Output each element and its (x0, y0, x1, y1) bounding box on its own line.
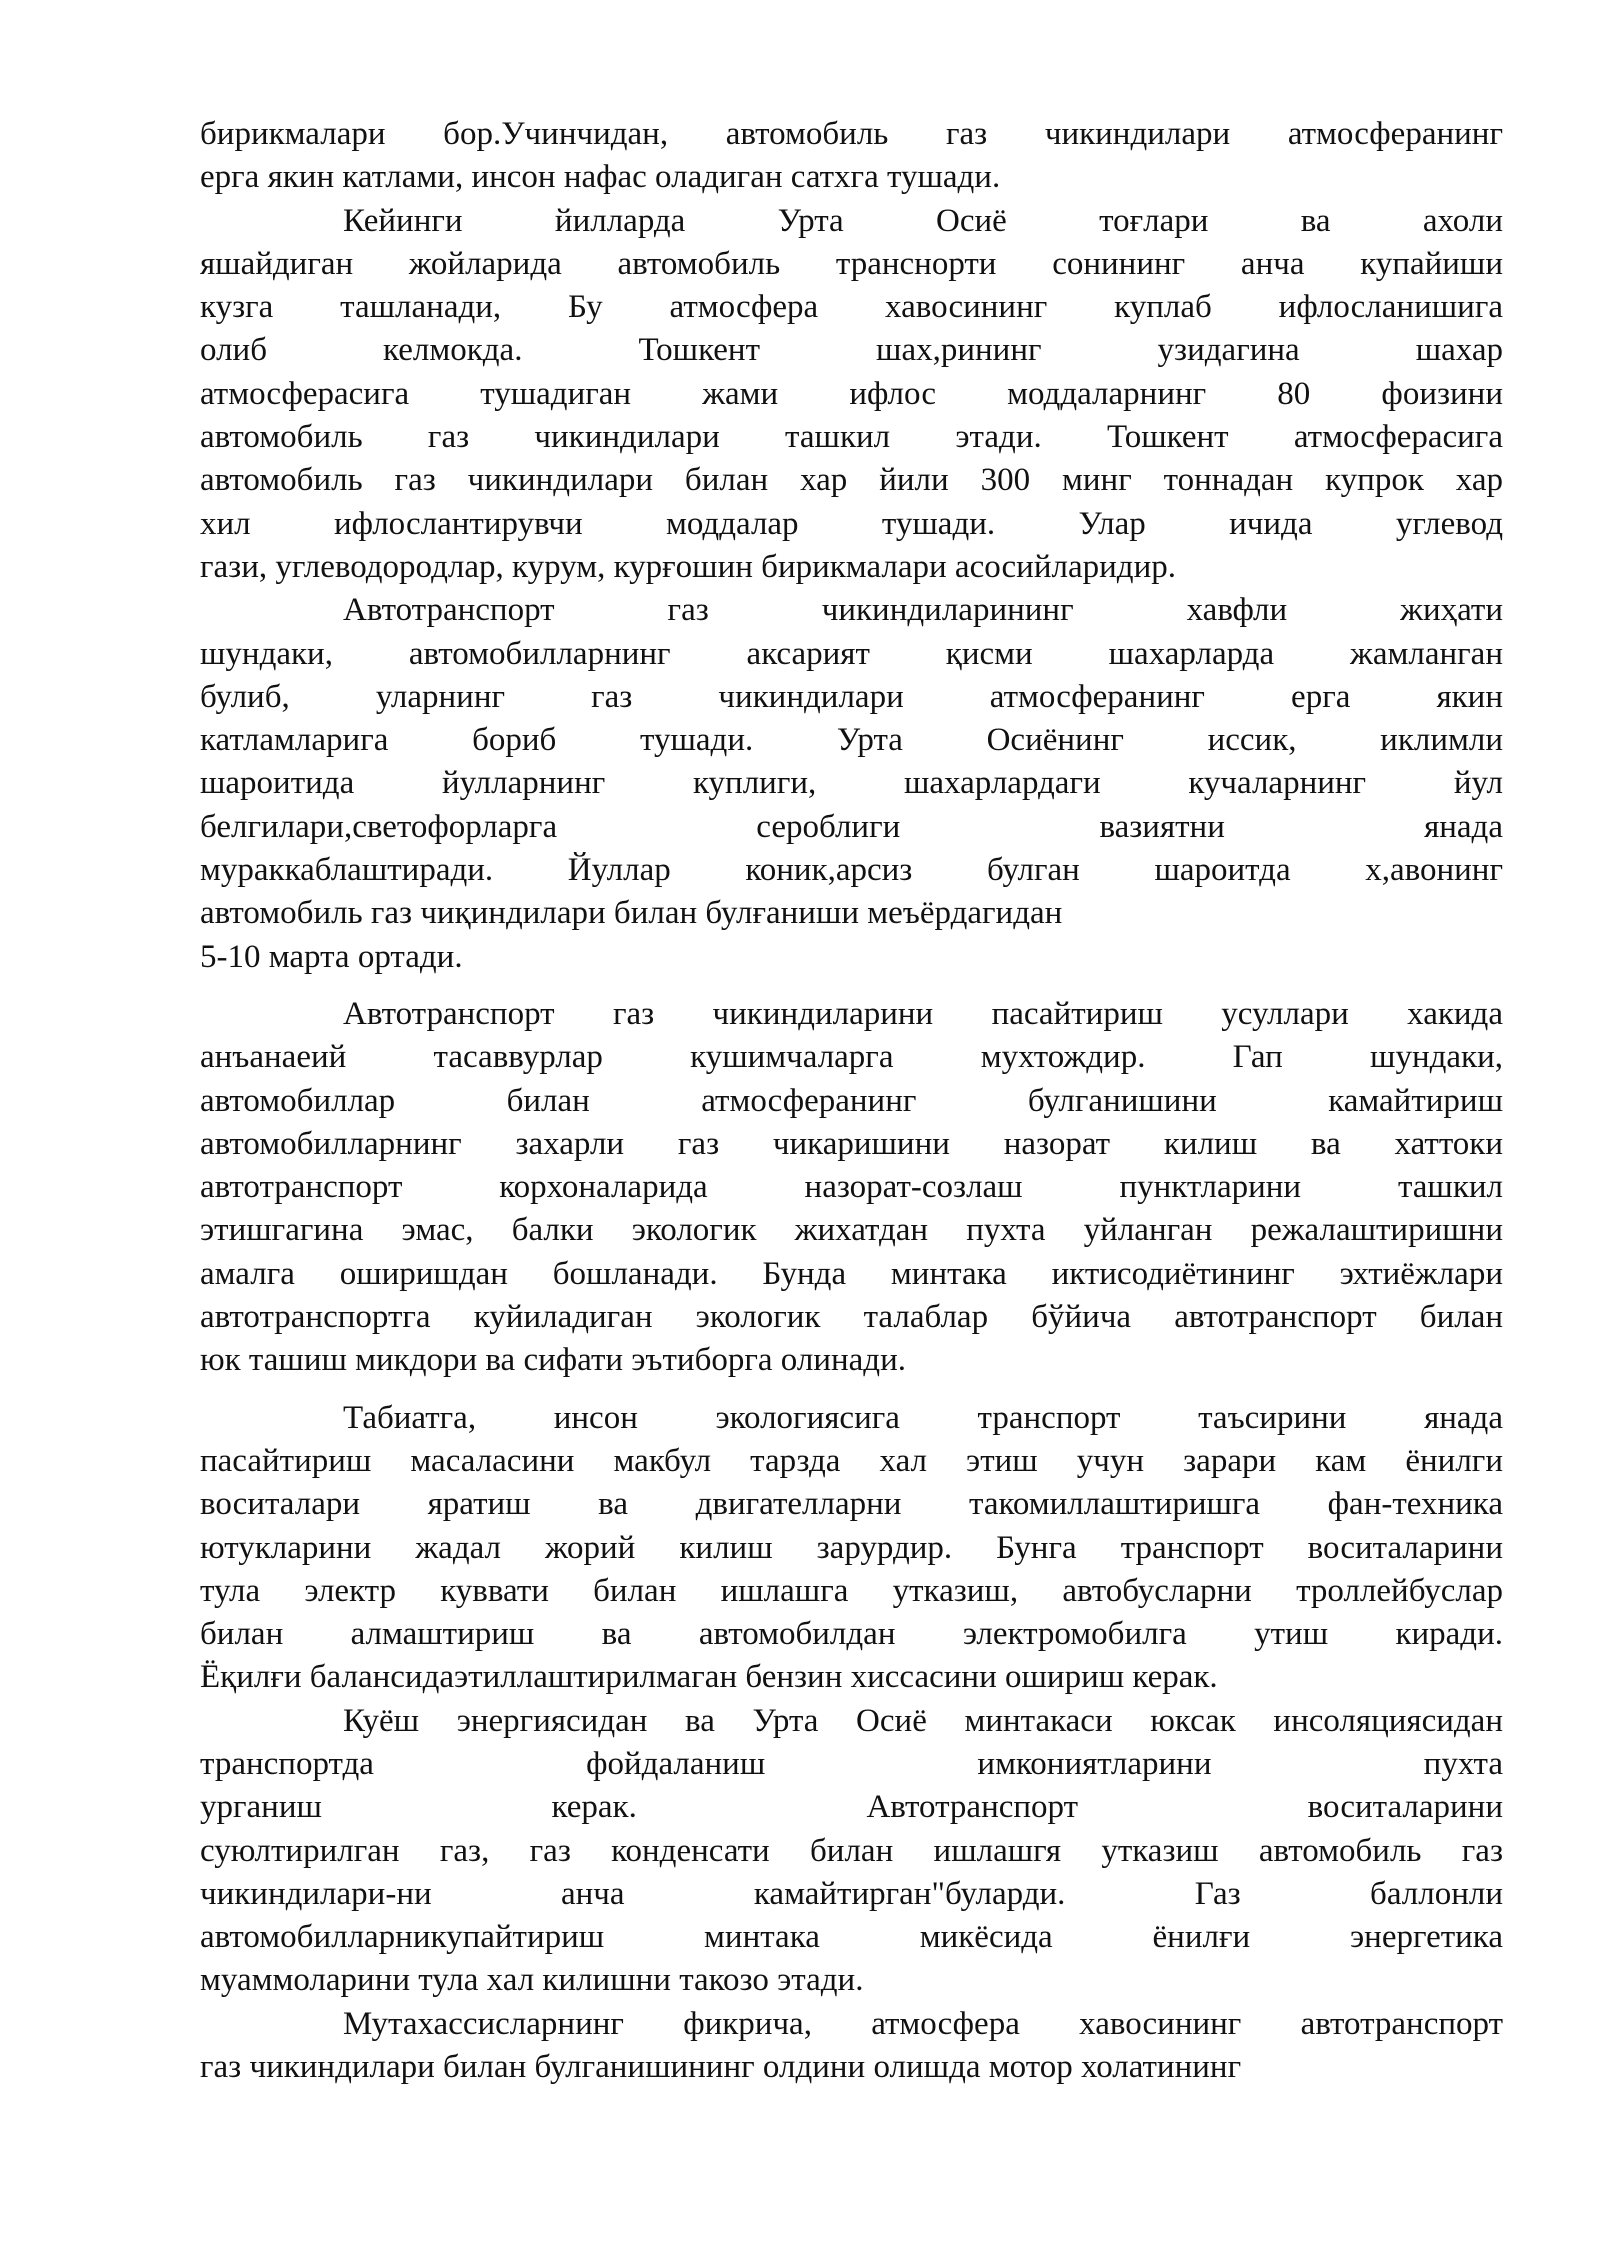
text-line: ютукларини жадал жорий килиш зарурдир. Бунга транспорт воситаларини (200, 1529, 1503, 1566)
text-line: булиб, уларнинг газ чикиндилари атмосферанинг ерга якин (200, 678, 1503, 715)
text-line: автомобилларнинг захарли газ чикаришини назорат килиш ва хаттоки (200, 1125, 1503, 1162)
text-line: суюлтирилган газ, газ конденсати билан ишлашгя утказиш автомобиль газ (200, 1832, 1503, 1869)
text-line: хил ифлослантирувчи моддалар тушади. Улар ичида углевод (200, 505, 1503, 542)
text-line: 5-10 марта ортади. (200, 938, 463, 975)
text-line: яшайдиган жойларида автомобиль транснорти сонининг анча купайиши (200, 245, 1503, 282)
text-line: воситалари яратиш ва двигателларни такомиллаштиришга фан-техника (200, 1486, 1503, 1523)
paragraph-p1 (200, 113, 1503, 200)
text-line: автомобиллар билан атмосферанинг булганишини камайтириш (200, 1082, 1503, 1119)
text-line: чикиндилари-ни анча камайтирган"буларди. Газ баллонли (200, 1875, 1503, 1912)
paragraph-p5 (200, 1397, 1503, 1700)
text-line: урганиш керак. Автотранспорт воситаларини (200, 1789, 1503, 1826)
paragraph-gap (200, 979, 1503, 993)
text-line: Автотранспорт газ чикиндиларини пасайтириш усуллари хакида (343, 995, 1503, 1032)
text-line: анъанаеий тасаввурлар кушимчаларга мухтождир. Гап шундаки, (200, 1039, 1503, 1076)
text-line: кузга ташланади, Бу атмосфера хавосининг куплаб ифлосланишига (200, 289, 1503, 326)
text-line: Автотранспорт газ чикиндиларининг хавфли жиҳати (343, 592, 1503, 629)
text-line: юк ташиш микдори ва сифати эътиборга олинади. (200, 1342, 907, 1379)
text-line: Ёқилғи балансидаэтиллаштирилмаган бензин хиссасини ошириш керак. (200, 1659, 1218, 1696)
text-line: ерга якин катлами, инсон нафас оладиган сатхга тушади. (200, 159, 1001, 196)
text-line: автотранспортга куйиладиган экологик талаблар бўйича автотранспорт билан (200, 1299, 1503, 1336)
text-line: автомобиль газ чикиндилари билан хар йили 300 минг тоннадан купрок хар (200, 462, 1503, 499)
text-line: автотранспорт корхоналарида назорат-созлаш пунктларини ташкил (200, 1169, 1503, 1206)
text-line: Мутахассисларнинг фикрича, атмосфера хавосининг автотранспорт (343, 2005, 1503, 2042)
text-line: билан алмаштириш ва автомобилдан электромобилга утиш киради. (200, 1616, 1503, 1653)
text-line: белгилари,светофорларга сероблиги вазиятни янада (200, 808, 1503, 845)
text-line: пасайтириш масаласини макбул тарзда хал этиш учун зарари кам ёнилги (200, 1442, 1503, 1479)
text-line: автомобиль газ чиқиндилари билан булғаниши меъёрдагидан (200, 895, 1063, 932)
text-line: Куёш энергиясидан ва Урта Осиё минтакаси юксак инсоляциясидан (343, 1702, 1503, 1739)
text-line: амалга оширишдан бошланади. Бунда минтака иктисодиётининг эхтиёжлари (200, 1255, 1503, 1292)
text-line: шароитида йулларнинг куплиги, шахарлардаги кучаларнинг йул (200, 765, 1503, 802)
paragraph-gap (200, 1383, 1503, 1397)
paragraph-p6 (200, 1700, 1503, 2003)
text-line: катламларига бориб тушади. Урта Осиёнинг иссик, иклимли (200, 722, 1503, 759)
text-line: Табиатга, инсон экологиясига транспорт таъсирини янада (343, 1399, 1503, 1436)
document-page (200, 113, 1503, 2089)
paragraph-p3 (200, 589, 1503, 979)
text-line: шундаки, автомобилларнинг аксарият қисми шахарларда жамланган (200, 635, 1503, 672)
paragraph-p4 (200, 993, 1503, 1383)
text-line: Кейинги йилларда Урта Осиё тоғлари ва ахоли (343, 202, 1503, 239)
paragraph-p7 (200, 2003, 1503, 2090)
text-line: этишгагина эмас, балки экологик жихатдан пухта уйланган режалаштиришни (200, 1212, 1503, 1249)
text-line: бирикмалари бор.Учинчидан, автомобиль газ чикиндилари атмосферанинг (200, 116, 1503, 152)
text-line: мураккаблаштиради. Йуллар коник,арсиз булган шароитда х,авонинг (200, 852, 1503, 889)
text-line: автомобиль газ чикиндилари ташкил этади. Тошкент атмосферасига (200, 419, 1503, 456)
paragraph-p2 (200, 200, 1503, 590)
text-line: тула электр куввати билан ишлашга утказиш, автобусларни троллейбуслар (200, 1572, 1503, 1609)
text-line: атмосферасига тушадиган жами ифлос моддаларнинг 80 фоизини (200, 375, 1503, 412)
text-line: гази, углеводородлар, курум, курғошин бирикмалари асосийларидир. (200, 548, 1176, 585)
text-line: муаммоларини тула хал килишни такозо этади. (200, 1962, 864, 1999)
text-line: газ чикиндилари билан булганишининг олдини олишда мотор холатининг (200, 2049, 1242, 2086)
text-line: автомобилларникупайтириш минтака микёсида ёнилғи энергетика (200, 1919, 1503, 1956)
text-line: транспортда фойдаланиш имкониятларини пухта (200, 1745, 1503, 1782)
text-line: олиб келмокда. Тошкент шах,рининг узидагина шахар (200, 332, 1503, 369)
